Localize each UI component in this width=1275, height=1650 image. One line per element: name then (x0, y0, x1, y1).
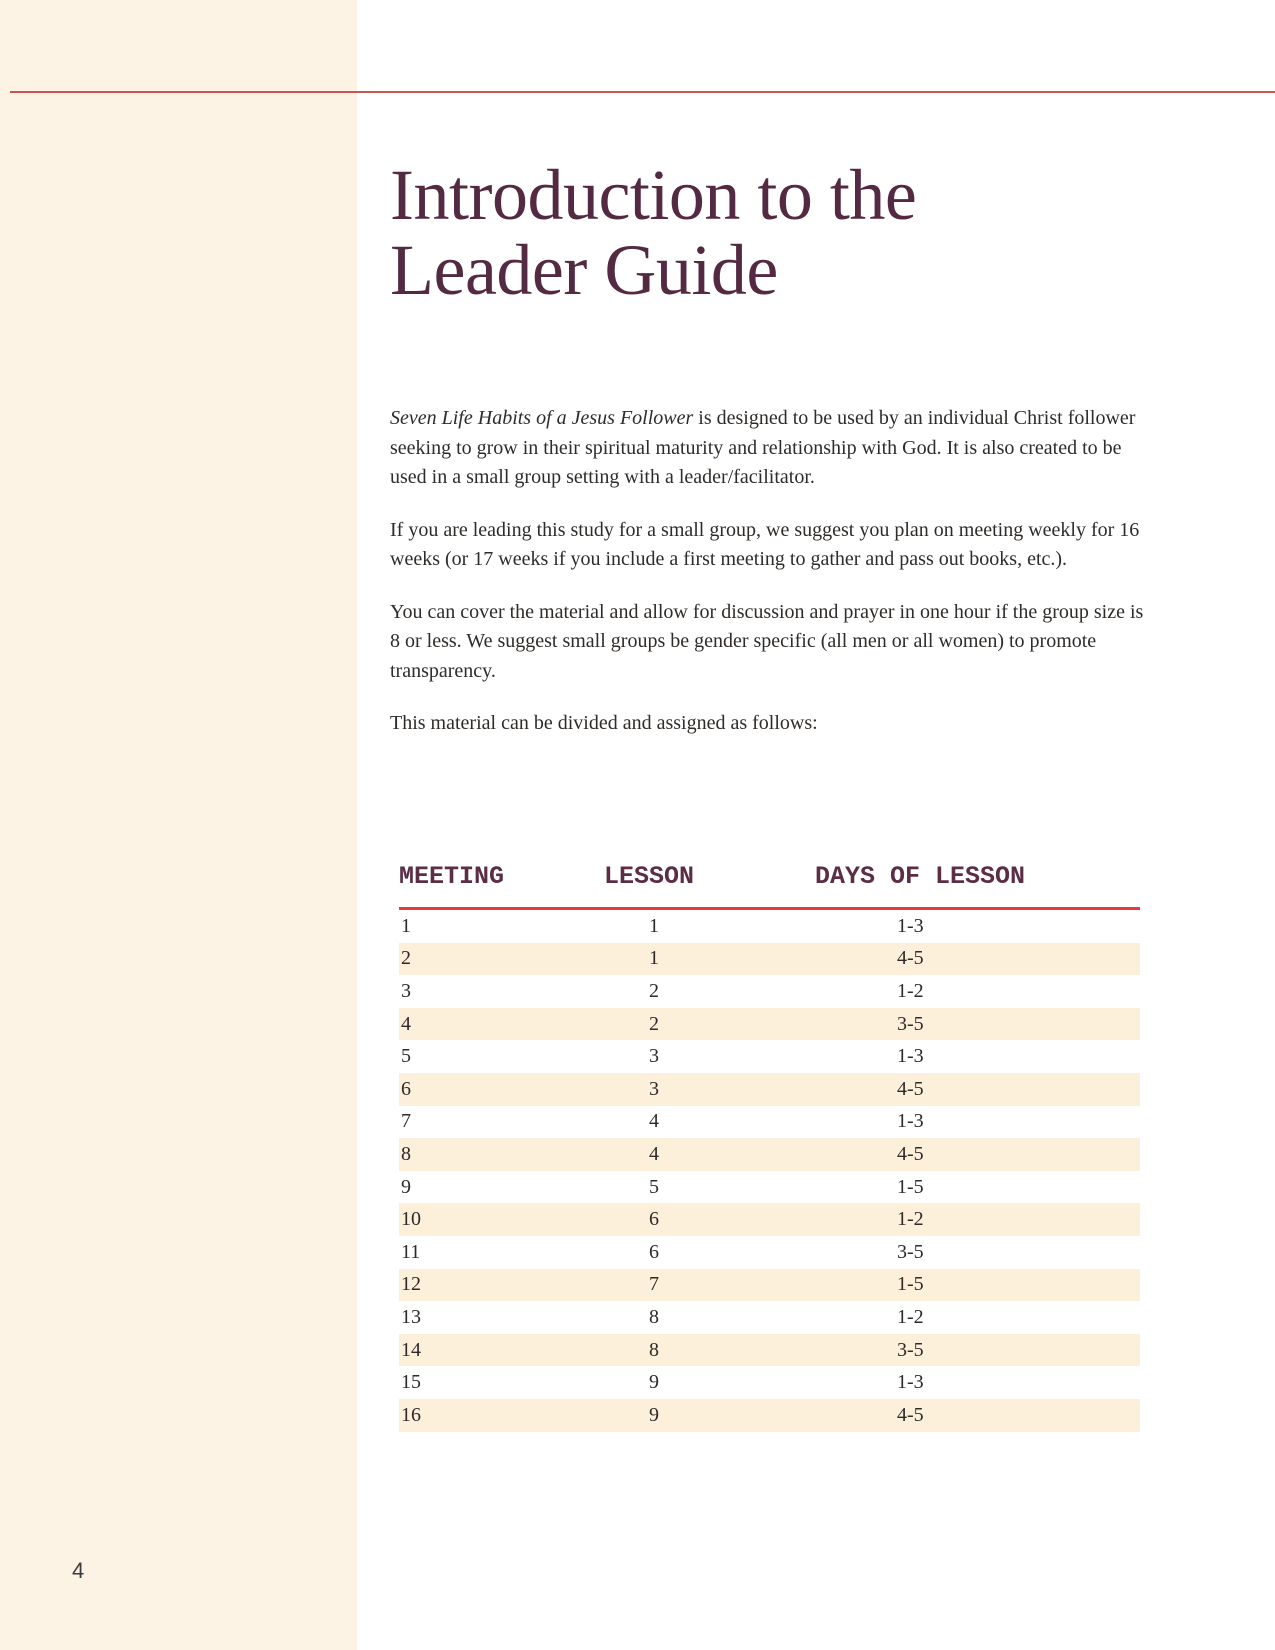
table-row (399, 1203, 1140, 1236)
table-cell: 1-5 (897, 1175, 924, 1198)
table-cell: 4 (399, 1008, 604, 1041)
table-cell: 4-5 (815, 1138, 1140, 1171)
table-row (399, 1301, 1140, 1334)
table-cell: 1-3 (897, 914, 924, 937)
table-row (399, 1073, 1140, 1106)
table-cell: 3-5 (815, 1008, 1140, 1041)
schedule-table-body (399, 909, 1140, 1432)
intro-paragraph-1-text: is designed to be used by an individual Christ follower seeking to grow in their spiritual maturity and relationship with God. It is also created to be used in a small group setting with a leader/facilitator. (390, 407, 1136, 488)
table-row (399, 975, 1140, 1008)
table-cell: 6 (604, 1203, 815, 1236)
table-cell: 10 (399, 1203, 604, 1236)
table-cell: 8 (399, 1138, 604, 1171)
table-cell: 16 (399, 1399, 604, 1432)
table-row (399, 1138, 1140, 1171)
table-cell: 4-5 (815, 1073, 1140, 1106)
table-cell: 11 (401, 1240, 421, 1263)
table-cell: 2 (399, 943, 604, 976)
table-row (399, 1171, 1140, 1204)
table-cell: 9 (649, 1371, 659, 1394)
table-cell: 12 (399, 1269, 604, 1302)
intro-text-block (390, 404, 1150, 762)
table-cell: 1 (649, 914, 659, 937)
table-cell: 8 (649, 1305, 659, 1328)
table-row (399, 1366, 1140, 1399)
table-row (399, 909, 1140, 943)
intro-paragraph-1 (390, 404, 1150, 493)
page-title-line2: Leader Guide (390, 230, 778, 310)
table-cell: 2 (649, 979, 659, 1002)
schedule-table-wrap (399, 862, 1140, 1432)
table-cell: 8 (604, 1334, 815, 1367)
table-cell: 9 (401, 1175, 411, 1198)
intro-paragraph-2: If you are leading this study for a small group, we suggest you plan on meeting weekly for 16 weeks (or 17 weeks if you include a first meeting to gather and pass out books, etc.). (390, 518, 1140, 570)
table-row (399, 1040, 1140, 1073)
schedule-table (399, 862, 1140, 1432)
schedule-header-row (399, 862, 1140, 909)
table-cell: 3-5 (897, 1240, 924, 1263)
page-title-line1: Introduction to the (390, 155, 917, 235)
header-meeting: MEETING (399, 862, 604, 909)
table-cell: 1-2 (897, 979, 924, 1002)
page-title (390, 155, 917, 310)
table-cell: 3 (649, 1045, 659, 1068)
table-row (399, 1106, 1140, 1139)
table-cell: 7 (604, 1269, 815, 1302)
book-title-italic: Seven Life Habits of a Jesus Follower (390, 407, 694, 429)
table-cell: 4 (649, 1110, 659, 1133)
top-divider-rule (10, 91, 1275, 93)
table-cell: 1-2 (897, 1305, 924, 1328)
header-lesson: LESSON (604, 862, 815, 909)
table-cell: 3 (401, 979, 411, 1002)
table-row (399, 1236, 1140, 1269)
table-row (399, 1269, 1140, 1302)
table-row (399, 943, 1140, 976)
table-cell: 1-2 (815, 1203, 1140, 1236)
table-cell: 1-3 (897, 1110, 924, 1133)
table-cell: 2 (604, 1008, 815, 1041)
table-cell: 1-3 (897, 1045, 924, 1068)
page-number: 4 (72, 1558, 85, 1583)
table-cell: 5 (401, 1045, 411, 1068)
header-days-of-lesson: DAYS OF LESSON (815, 862, 1140, 909)
table-cell: 7 (401, 1110, 411, 1133)
intro-paragraph-4: This material can be divided and assigned as follows: (390, 712, 818, 734)
table-row (399, 1334, 1140, 1367)
table-cell: 13 (401, 1305, 421, 1328)
table-cell: 1-3 (897, 1371, 924, 1394)
table-cell: 9 (604, 1399, 815, 1432)
table-cell: 1 (604, 943, 815, 976)
table-cell: 1-5 (815, 1269, 1140, 1302)
table-row (399, 1399, 1140, 1432)
table-cell: 6 (649, 1240, 659, 1263)
table-cell: 4-5 (815, 1399, 1140, 1432)
table-cell: 6 (399, 1073, 604, 1106)
table-cell: 4-5 (815, 943, 1140, 976)
left-margin-panel (0, 0, 357, 1650)
intro-paragraph-3: You can cover the material and allow for discussion and prayer in one hour if the group size is 8 or less. We suggest small groups be gender specific (all men or all women) to promote transparency. (390, 600, 1144, 682)
table-cell: 15 (401, 1371, 421, 1394)
table-cell: 1 (401, 914, 411, 937)
table-row (399, 1008, 1140, 1041)
table-cell: 3-5 (815, 1334, 1140, 1367)
table-cell: 4 (604, 1138, 815, 1171)
table-cell: 3 (604, 1073, 815, 1106)
table-cell: 14 (399, 1334, 604, 1367)
table-cell: 5 (649, 1175, 659, 1198)
